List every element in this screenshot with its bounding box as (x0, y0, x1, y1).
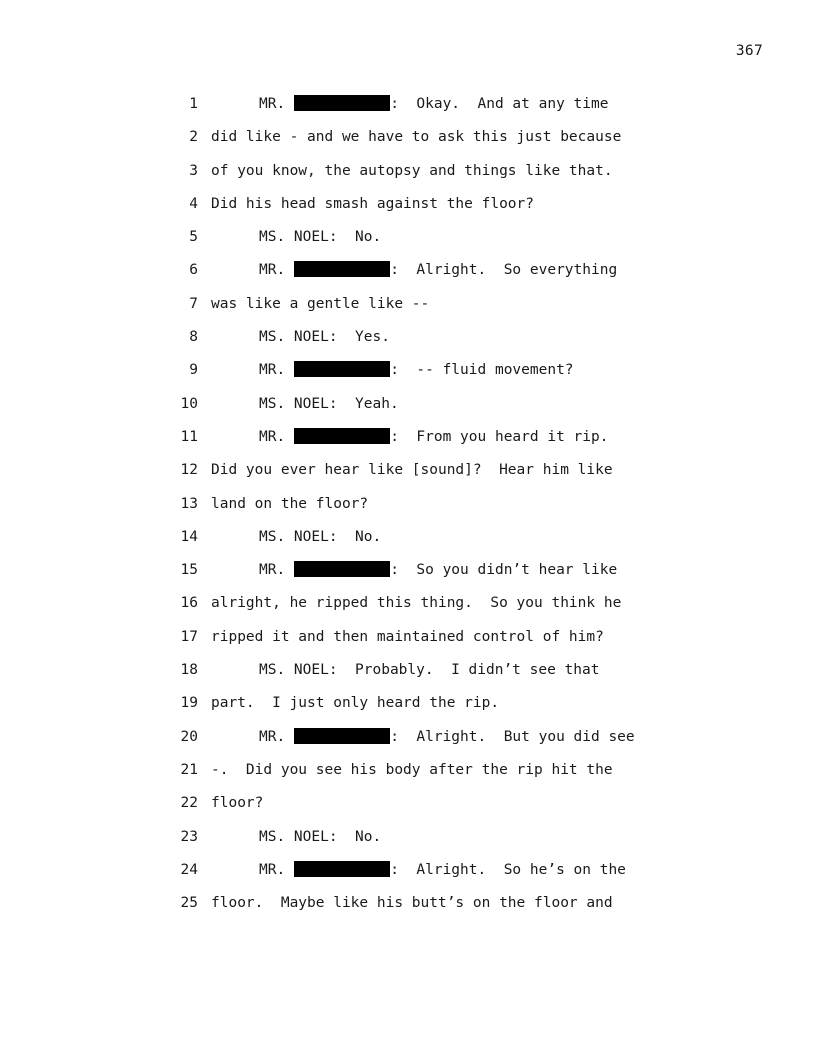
line-number: 11 (180, 428, 198, 445)
transcript-body (0, 92, 816, 924)
speaker-label: MR. (259, 428, 286, 445)
spoken-text: Probably. I didn’t see that (337, 662, 600, 679)
transcript-line (0, 258, 816, 291)
redaction-box (294, 428, 390, 444)
line-number: 18 (180, 662, 198, 679)
speaker-label: MR. (259, 262, 286, 279)
transcript-line (0, 691, 816, 724)
transcript-line (0, 525, 816, 558)
line-number: 7 (189, 295, 198, 312)
redaction-box (294, 728, 390, 744)
line-text (259, 558, 617, 582)
spoken-text: : Alright. But you did see (390, 728, 635, 745)
speaker-label: MS. NOEL: (259, 395, 338, 412)
transcript-line (0, 858, 816, 891)
line-number: 17 (180, 628, 198, 645)
line-text (211, 192, 534, 216)
spoken-text: Did you ever hear like [sound]? Hear him like (211, 462, 613, 479)
transcript-line (0, 425, 816, 458)
spoken-text: : From you heard it rip. (390, 428, 609, 445)
line-number: 25 (180, 895, 198, 912)
spoken-text: No. (337, 528, 382, 545)
speaker-label: MR. (259, 861, 286, 878)
line-text (259, 258, 617, 282)
line-text (211, 591, 621, 615)
redaction-box (294, 95, 390, 111)
line-text (259, 825, 381, 849)
spoken-text: land on the floor? (211, 495, 369, 512)
spoken-text: No. (337, 828, 382, 845)
line-text (211, 159, 613, 183)
line-text (259, 392, 399, 416)
transcript-line (0, 891, 816, 924)
spoken-text: : Alright. So he’s on the (390, 861, 626, 878)
speaker-label: MS. NOEL: (259, 329, 338, 346)
spoken-text: of you know, the autopsy and things like that. (211, 162, 613, 179)
spoken-text: : So you didn’t hear like (390, 562, 618, 579)
line-text (259, 725, 635, 749)
page-number: 367 (735, 43, 763, 59)
line-text (259, 525, 381, 549)
speaker-label: MS. NOEL: (259, 528, 338, 545)
line-number: 10 (180, 395, 198, 412)
line-text (211, 891, 613, 915)
transcript-line (0, 658, 816, 691)
spoken-text: Yeah. (337, 395, 399, 412)
line-number: 24 (180, 861, 198, 878)
line-text (211, 791, 263, 815)
transcript-line (0, 625, 816, 658)
spoken-text: No. (337, 229, 382, 246)
transcript-line (0, 292, 816, 325)
spoken-text: Yes. (337, 329, 390, 346)
speaker-label: MS. NOEL: (259, 229, 338, 246)
transcript-line (0, 192, 816, 225)
transcript-line (0, 725, 816, 758)
line-number: 16 (180, 595, 198, 612)
line-number: 9 (189, 362, 198, 379)
transcript-line (0, 225, 816, 258)
speaker-label: MS. NOEL: (259, 828, 338, 845)
spoken-text: floor? (211, 795, 264, 812)
spoken-text: : -- fluid movement? (390, 362, 574, 379)
line-number: 22 (180, 795, 198, 812)
transcript-line (0, 458, 816, 491)
line-number: 1 (189, 96, 198, 112)
speaker-label: MR. (259, 362, 286, 379)
redaction-box (294, 861, 390, 877)
redaction-box (294, 361, 390, 377)
line-text (259, 358, 574, 382)
spoken-text: : Alright. So everything (390, 262, 618, 279)
speaker-label: MR. (259, 562, 286, 579)
spoken-text: part. I just only heard the rip. (211, 695, 500, 712)
transcript-line (0, 492, 816, 525)
line-number: 5 (189, 229, 198, 246)
transcript-line (0, 159, 816, 192)
spoken-text: alright, he ripped this thing. So you think he (211, 595, 622, 612)
spoken-text: : Okay. And at any time (390, 96, 609, 112)
spoken-text: did like - and we have to ask this just because (211, 129, 622, 146)
speaker-label: MS. NOEL: (259, 662, 338, 679)
line-number: 12 (180, 462, 198, 479)
transcript-line (0, 758, 816, 791)
transcript-line (0, 591, 816, 624)
transcript-line (0, 825, 816, 858)
line-text (259, 225, 381, 249)
line-text (259, 325, 390, 349)
line-text (259, 658, 599, 682)
line-number: 6 (189, 262, 198, 279)
line-number: 23 (180, 828, 198, 845)
line-text (259, 858, 626, 882)
spoken-text: ripped it and then maintained control of him? (211, 628, 604, 645)
line-number: 2 (189, 129, 198, 146)
spoken-text: -. Did you see his body after the rip hit the (211, 761, 613, 778)
speaker-label: MR. (259, 96, 286, 112)
line-number: 20 (180, 728, 198, 745)
transcript-line (0, 791, 816, 824)
line-text (211, 458, 613, 482)
line-number: 19 (180, 695, 198, 712)
redaction-box (294, 261, 390, 277)
line-text (211, 691, 499, 715)
line-number: 3 (189, 162, 198, 179)
spoken-text: Did his head smash against the floor? (211, 195, 535, 212)
line-text (211, 625, 604, 649)
spoken-text: floor. Maybe like his butt’s on the floor and (211, 895, 613, 912)
transcript-line (0, 92, 816, 125)
transcript-line (0, 358, 816, 391)
line-text (211, 758, 613, 782)
spoken-text: was like a gentle like -- (211, 295, 430, 312)
transcript-line (0, 558, 816, 591)
transcript-line (0, 392, 816, 425)
transcript-line (0, 125, 816, 158)
line-text (259, 92, 608, 116)
line-number: 4 (189, 195, 198, 212)
line-text (211, 125, 621, 149)
line-text (259, 425, 608, 449)
line-text (211, 492, 368, 516)
line-number: 8 (189, 329, 198, 346)
line-number: 15 (180, 562, 198, 579)
transcript-line (0, 325, 816, 358)
speaker-label: MR. (259, 728, 286, 745)
line-text (211, 292, 429, 316)
line-number: 21 (180, 761, 198, 778)
line-number: 13 (180, 495, 198, 512)
line-number: 14 (180, 528, 198, 545)
redaction-box (294, 561, 390, 577)
